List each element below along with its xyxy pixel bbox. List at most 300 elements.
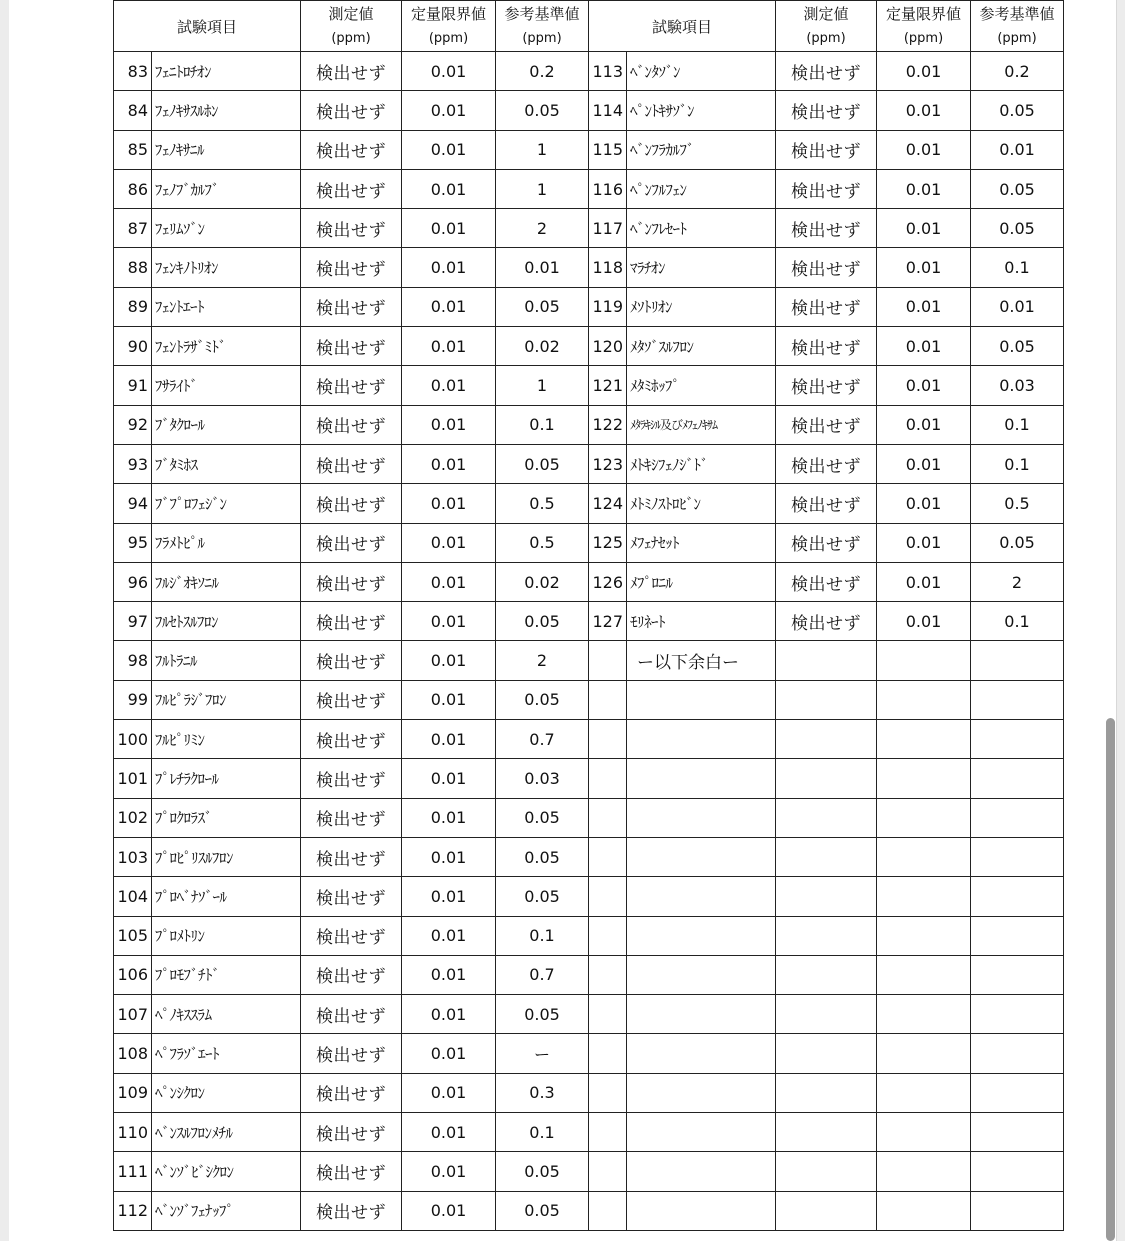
empty-cell <box>776 1034 877 1073</box>
item-number: 118 <box>589 248 627 287</box>
item-name: ﾌﾞﾌﾟﾛﾌｪｼﾞﾝ <box>152 484 301 523</box>
empty-cell <box>627 1073 776 1112</box>
measured-value: 検出せず <box>301 130 402 169</box>
measured-value: 検出せず <box>776 287 877 326</box>
item-name: ﾍﾞﾝｽﾙﾌﾛﾝﾒﾁﾙ <box>152 1113 301 1152</box>
table-row <box>114 1113 1064 1152</box>
table-row <box>114 602 1064 641</box>
measured-value: 検出せず <box>301 248 402 287</box>
reference-value: 0.7 <box>496 955 589 994</box>
item-name: ﾍﾟﾝｼｸﾛﾝ <box>152 1073 301 1112</box>
empty-cell <box>877 995 971 1034</box>
item-name: ﾌｻﾗｲﾄﾞ <box>152 366 301 405</box>
empty-cell <box>971 1191 1064 1230</box>
empty-cell <box>627 1152 776 1191</box>
table-row <box>114 837 1064 876</box>
empty-cell <box>877 1073 971 1112</box>
item-number: 88 <box>114 248 152 287</box>
measured-value: 検出せず <box>301 1191 402 1230</box>
empty-cell <box>971 955 1064 994</box>
vertical-scrollbar-thumb[interactable] <box>1106 718 1115 1241</box>
table-row <box>114 720 1064 759</box>
empty-cell <box>589 759 627 798</box>
quantitation-limit: 0.01 <box>402 837 496 876</box>
quantitation-limit: 0.01 <box>877 52 971 91</box>
empty-cell <box>971 877 1064 916</box>
quantitation-limit: 0.01 <box>877 169 971 208</box>
quantitation-limit: 0.01 <box>402 444 496 483</box>
empty-cell <box>877 1152 971 1191</box>
quantitation-limit: 0.01 <box>877 366 971 405</box>
quantitation-limit: 0.01 <box>402 1034 496 1073</box>
item-number: 92 <box>114 405 152 444</box>
table-row <box>114 327 1064 366</box>
item-name: ﾌｪﾉｷｻｽﾙﾎﾝ <box>152 91 301 130</box>
item-number: 113 <box>589 52 627 91</box>
table-row <box>114 680 1064 719</box>
table-row <box>114 1191 1064 1230</box>
item-name: ﾌﾞﾀｸﾛｰﾙ <box>152 405 301 444</box>
item-name: ﾌｪﾝﾄﾗｻﾞﾐﾄﾞ <box>152 327 301 366</box>
measured-value: 検出せず <box>301 955 402 994</box>
measured-value: 検出せず <box>776 523 877 562</box>
measured-value: 検出せず <box>301 837 402 876</box>
item-number: 107 <box>114 995 152 1034</box>
reference-value: 0.1 <box>496 1113 589 1152</box>
quantitation-limit: 0.01 <box>402 327 496 366</box>
item-name: ﾌﾟﾛｸﾛﾗｽﾞ <box>152 798 301 837</box>
quantitation-limit: 0.01 <box>402 484 496 523</box>
item-number: 125 <box>589 523 627 562</box>
quantitation-limit: 0.01 <box>402 405 496 444</box>
empty-cell <box>877 1034 971 1073</box>
reference-value: 0.02 <box>496 327 589 366</box>
item-name: ﾒﾀﾐﾎｯﾌﾟ <box>627 366 776 405</box>
measured-value: 検出せず <box>776 327 877 366</box>
table-row <box>114 91 1064 130</box>
measured-value: 検出せず <box>776 130 877 169</box>
item-name: ﾍﾞﾝﾀｿﾞﾝ <box>627 52 776 91</box>
measured-value: 検出せず <box>776 444 877 483</box>
empty-cell <box>627 955 776 994</box>
table-row <box>114 759 1064 798</box>
table-row <box>114 798 1064 837</box>
quantitation-limit: 0.01 <box>877 602 971 641</box>
empty-cell <box>877 641 971 680</box>
empty-cell <box>589 720 627 759</box>
empty-cell <box>971 1152 1064 1191</box>
empty-cell <box>877 916 971 955</box>
empty-cell <box>776 798 877 837</box>
table-row <box>114 562 1064 601</box>
item-name: ﾌﾟﾛﾍﾞﾅｿﾞｰﾙ <box>152 877 301 916</box>
empty-cell <box>776 1152 877 1191</box>
table-row <box>114 916 1064 955</box>
reference-value: 0.05 <box>496 287 589 326</box>
reference-value: 0.5 <box>496 523 589 562</box>
empty-cell <box>627 916 776 955</box>
item-name: ﾌｪﾉｷｻﾆﾙ <box>152 130 301 169</box>
table-row <box>114 1073 1064 1112</box>
item-number: 102 <box>114 798 152 837</box>
measured-value: 検出せず <box>776 169 877 208</box>
reference-value: 0.02 <box>496 562 589 601</box>
item-number: 111 <box>114 1152 152 1191</box>
item-name: ﾍﾞﾝｿﾞﾋﾞｼｸﾛﾝ <box>152 1152 301 1191</box>
reference-value: 0.05 <box>971 523 1064 562</box>
table-row <box>114 641 1064 680</box>
reference-value: 0.1 <box>971 602 1064 641</box>
empty-cell <box>627 1034 776 1073</box>
measured-value: 検出せず <box>301 641 402 680</box>
reference-value: 0.1 <box>496 916 589 955</box>
measured-value: 検出せず <box>776 366 877 405</box>
quantitation-limit: 0.01 <box>402 562 496 601</box>
empty-cell <box>971 1113 1064 1152</box>
quantitation-limit: 0.01 <box>402 995 496 1034</box>
empty-cell <box>877 720 971 759</box>
reference-value: 0.05 <box>496 1152 589 1191</box>
item-number: 124 <box>589 484 627 523</box>
empty-cell <box>971 680 1064 719</box>
item-number: 104 <box>114 877 152 916</box>
quantitation-limit: 0.01 <box>402 130 496 169</box>
reference-value: 0.1 <box>971 444 1064 483</box>
quantitation-limit: 0.01 <box>877 562 971 601</box>
item-name: ﾍﾟﾝﾌﾙﾌｪﾝ <box>627 169 776 208</box>
item-number: 112 <box>114 1191 152 1230</box>
item-number: 99 <box>114 680 152 719</box>
reference-value: 0.05 <box>496 91 589 130</box>
empty-cell <box>589 1113 627 1152</box>
item-name: ﾒﾄｷｼﾌｪﾉｼﾞﾄﾞ <box>627 444 776 483</box>
item-number: 123 <box>589 444 627 483</box>
item-name: ﾌｪﾉﾌﾞｶﾙﾌﾞ <box>152 169 301 208</box>
empty-cell <box>877 798 971 837</box>
item-name: ﾌﾟﾛﾒﾄﾘﾝ <box>152 916 301 955</box>
table-row <box>114 523 1064 562</box>
item-number: 91 <box>114 366 152 405</box>
item-name: ﾒﾀｿﾞｽﾙﾌﾛﾝ <box>627 327 776 366</box>
item-name: ﾌﾟﾛﾋﾟﾘｽﾙﾌﾛﾝ <box>152 837 301 876</box>
empty-cell <box>589 798 627 837</box>
reference-value: 0.05 <box>971 91 1064 130</box>
quantitation-limit: 0.01 <box>402 641 496 680</box>
quantitation-limit: 0.01 <box>402 1191 496 1230</box>
quantitation-limit: 0.01 <box>877 209 971 248</box>
item-name: ﾌﾙﾄﾗﾆﾙ <box>152 641 301 680</box>
quantitation-limit: 0.01 <box>877 287 971 326</box>
item-name: ﾒﾀﾗｷｼﾙ及びﾒﾌｪﾉｷｻﾑ <box>627 405 776 444</box>
empty-cell <box>627 1113 776 1152</box>
reference-value: 0.05 <box>496 837 589 876</box>
reference-value: 1 <box>496 169 589 208</box>
measured-value: 検出せず <box>301 366 402 405</box>
quantitation-limit: 0.01 <box>402 169 496 208</box>
item-number: 90 <box>114 327 152 366</box>
item-name: ﾍﾞﾝﾌﾗｶﾙﾌﾞ <box>627 130 776 169</box>
item-name: ﾌﾙﾋﾟﾘﾐﾝ <box>152 720 301 759</box>
empty-cell <box>589 916 627 955</box>
empty-cell <box>776 680 877 719</box>
measured-value: 検出せず <box>301 1034 402 1073</box>
empty-cell <box>776 877 877 916</box>
item-name: ﾓﾘﾈｰﾄ <box>627 602 776 641</box>
reference-value: 0.7 <box>496 720 589 759</box>
empty-cell <box>877 759 971 798</box>
item-name: ﾌﾟﾚﾁﾗｸﾛｰﾙ <box>152 759 301 798</box>
measured-value: 検出せず <box>301 1113 402 1152</box>
empty-cell <box>971 837 1064 876</box>
item-number: 108 <box>114 1034 152 1073</box>
table-row <box>114 484 1064 523</box>
table-row <box>114 995 1064 1034</box>
measured-value: 検出せず <box>776 562 877 601</box>
measured-value: 検出せず <box>301 169 402 208</box>
reference-value: 0.05 <box>971 209 1064 248</box>
measured-value: 検出せず <box>301 444 402 483</box>
quantitation-limit: 0.01 <box>877 405 971 444</box>
empty-cell <box>589 995 627 1034</box>
empty-cell <box>877 955 971 994</box>
measured-value: 検出せず <box>301 1152 402 1191</box>
item-name: ﾒｿﾄﾘｵﾝ <box>627 287 776 326</box>
pesticide-test-results-table <box>113 0 1064 1231</box>
measured-value: 検出せず <box>301 877 402 916</box>
table-row <box>114 1034 1064 1073</box>
item-name: ﾌﾙﾋﾟﾗｼﾞﾌﾛﾝ <box>152 680 301 719</box>
table-row <box>114 169 1064 208</box>
reference-value: 0.5 <box>496 484 589 523</box>
quantitation-limit: 0.01 <box>402 1152 496 1191</box>
reference-value: 0.05 <box>496 602 589 641</box>
empty-cell <box>589 955 627 994</box>
item-number: 87 <box>114 209 152 248</box>
item-number: 100 <box>114 720 152 759</box>
quantitation-limit: 0.01 <box>402 366 496 405</box>
item-number: 96 <box>114 562 152 601</box>
table-row <box>114 877 1064 916</box>
quantitation-limit: 0.01 <box>402 209 496 248</box>
empty-cell <box>971 1073 1064 1112</box>
quantitation-limit: 0.01 <box>402 916 496 955</box>
reference-value: 0.05 <box>971 169 1064 208</box>
table-row <box>114 955 1064 994</box>
reference-value: 0.03 <box>496 759 589 798</box>
empty-cell <box>589 680 627 719</box>
measured-value: 検出せず <box>301 91 402 130</box>
item-name: ﾒﾌｪﾅｾｯﾄ <box>627 523 776 562</box>
quantitation-limit: 0.01 <box>402 602 496 641</box>
reference-value: ー <box>496 1034 589 1073</box>
measured-value: 検出せず <box>301 916 402 955</box>
item-name: ﾌｪﾝﾄｴｰﾄ <box>152 287 301 326</box>
empty-cell <box>589 1191 627 1230</box>
empty-cell <box>776 1073 877 1112</box>
empty-cell <box>776 759 877 798</box>
quantitation-limit: 0.01 <box>402 1113 496 1152</box>
reference-value: 0.01 <box>971 287 1064 326</box>
table-row <box>114 52 1064 91</box>
empty-cell <box>776 995 877 1034</box>
quantitation-limit: 0.01 <box>402 248 496 287</box>
empty-cell <box>877 1191 971 1230</box>
quantitation-limit: 0.01 <box>402 287 496 326</box>
table-row <box>114 1152 1064 1191</box>
measured-value: 検出せず <box>301 405 402 444</box>
quantitation-limit: 0.01 <box>402 523 496 562</box>
item-number: 93 <box>114 444 152 483</box>
empty-cell <box>589 1073 627 1112</box>
reference-value: 1 <box>496 366 589 405</box>
item-number: 110 <box>114 1113 152 1152</box>
quantitation-limit: 0.01 <box>877 444 971 483</box>
measured-value: 検出せず <box>301 798 402 837</box>
table-row <box>114 130 1064 169</box>
empty-cell <box>776 955 877 994</box>
reference-value: 0.1 <box>496 405 589 444</box>
measured-value: 検出せず <box>301 287 402 326</box>
table-header-row <box>114 1 1064 52</box>
item-number: 105 <box>114 916 152 955</box>
measured-value: 検出せず <box>301 995 402 1034</box>
reference-value: 0.2 <box>496 52 589 91</box>
measured-value: 検出せず <box>301 52 402 91</box>
reference-value: 0.2 <box>971 52 1064 91</box>
reference-value: 0.03 <box>971 366 1064 405</box>
measured-value: 検出せず <box>301 680 402 719</box>
measured-value: 検出せず <box>301 720 402 759</box>
item-number: 120 <box>589 327 627 366</box>
measured-value: 検出せず <box>776 484 877 523</box>
item-name: ﾌﾙｼﾞｵｷｿﾆﾙ <box>152 562 301 601</box>
item-number: 115 <box>589 130 627 169</box>
table-row <box>114 209 1064 248</box>
item-number: 89 <box>114 287 152 326</box>
blank-below-note: ー以下余白ー <box>627 641 776 680</box>
item-name: ﾍﾟﾌﾗｿﾞｴｰﾄ <box>152 1034 301 1073</box>
empty-cell <box>877 837 971 876</box>
item-number: 127 <box>589 602 627 641</box>
reference-value: 1 <box>496 130 589 169</box>
empty-cell <box>971 798 1064 837</box>
empty-cell <box>627 995 776 1034</box>
header-reference-right: 参考基準値 (ppm) <box>971 1 1064 52</box>
measured-value: 検出せず <box>301 523 402 562</box>
measured-value: 検出せず <box>776 248 877 287</box>
empty-cell <box>776 641 877 680</box>
empty-cell <box>627 680 776 719</box>
empty-cell <box>776 1113 877 1152</box>
measured-value: 検出せず <box>776 52 877 91</box>
measured-value: 検出せず <box>776 209 877 248</box>
empty-cell <box>776 720 877 759</box>
reference-value: 0.01 <box>496 248 589 287</box>
quantitation-limit: 0.01 <box>402 1073 496 1112</box>
empty-cell <box>776 1191 877 1230</box>
item-name: ﾒﾌﾟﾛﾆﾙ <box>627 562 776 601</box>
reference-value: 0.1 <box>971 405 1064 444</box>
reference-value: 0.01 <box>971 130 1064 169</box>
empty-cell <box>589 877 627 916</box>
header-test-item-right: 試験項目 <box>589 1 776 52</box>
empty-cell <box>971 720 1064 759</box>
item-name: ﾍﾞﾝｿﾞﾌｪﾅｯﾌﾟ <box>152 1191 301 1230</box>
quantitation-limit: 0.01 <box>402 720 496 759</box>
empty-cell <box>627 798 776 837</box>
item-number: 84 <box>114 91 152 130</box>
item-number: 85 <box>114 130 152 169</box>
measured-value: 検出せず <box>776 91 877 130</box>
empty-cell <box>589 1034 627 1073</box>
measured-value: 検出せず <box>301 209 402 248</box>
item-number: 83 <box>114 52 152 91</box>
reference-value: 0.05 <box>496 1191 589 1230</box>
item-name: ﾍﾞﾝﾌﾚｾｰﾄ <box>627 209 776 248</box>
empty-cell <box>589 641 627 680</box>
item-number: 121 <box>589 366 627 405</box>
item-number: 106 <box>114 955 152 994</box>
reference-value: 0.05 <box>971 327 1064 366</box>
header-test-item-left: 試験項目 <box>114 1 301 52</box>
measured-value: 検出せず <box>301 602 402 641</box>
page-edge-divider <box>1116 0 1117 1241</box>
item-name: ﾍﾟﾝﾄｷｻｿﾞﾝ <box>627 91 776 130</box>
quantitation-limit: 0.01 <box>877 523 971 562</box>
reference-value: 0.05 <box>496 444 589 483</box>
item-number: 117 <box>589 209 627 248</box>
empty-cell <box>589 837 627 876</box>
item-number: 101 <box>114 759 152 798</box>
item-number: 97 <box>114 602 152 641</box>
item-number: 94 <box>114 484 152 523</box>
item-name: ﾌﾟﾛﾓﾌﾞﾁﾄﾞ <box>152 955 301 994</box>
item-name: ﾌﾗﾒﾄﾋﾟﾙ <box>152 523 301 562</box>
quantitation-limit: 0.01 <box>877 327 971 366</box>
item-name: ﾌｪﾝｷﾉﾄﾘｵﾝ <box>152 248 301 287</box>
table-row <box>114 287 1064 326</box>
item-number: 119 <box>589 287 627 326</box>
quantitation-limit: 0.01 <box>402 798 496 837</box>
empty-cell <box>776 916 877 955</box>
quantitation-limit: 0.01 <box>402 955 496 994</box>
reference-value: 0.1 <box>971 248 1064 287</box>
measured-value: 検出せず <box>301 484 402 523</box>
item-number: 103 <box>114 837 152 876</box>
table-row <box>114 405 1064 444</box>
header-reference-left: 参考基準値 (ppm) <box>496 1 589 52</box>
item-name: ﾒﾄﾐﾉｽﾄﾛﾋﾞﾝ <box>627 484 776 523</box>
header-measured-left: 測定値 (ppm) <box>301 1 402 52</box>
quantitation-limit: 0.01 <box>402 680 496 719</box>
item-name: ﾌﾞﾀﾐﾎｽ <box>152 444 301 483</box>
measured-value: 検出せず <box>776 602 877 641</box>
quantitation-limit: 0.01 <box>877 248 971 287</box>
item-name: ﾍﾟﾉｷｽｽﾗﾑ <box>152 995 301 1034</box>
empty-cell <box>627 877 776 916</box>
reference-value: 2 <box>496 209 589 248</box>
reference-value: 2 <box>971 562 1064 601</box>
quantitation-limit: 0.01 <box>402 52 496 91</box>
empty-cell <box>877 680 971 719</box>
reference-value: 2 <box>496 641 589 680</box>
reference-value: 0.05 <box>496 680 589 719</box>
quantitation-limit: 0.01 <box>877 484 971 523</box>
empty-cell <box>877 877 971 916</box>
item-name: ﾌﾙｾﾄｽﾙﾌﾛﾝ <box>152 602 301 641</box>
reference-value: 0.05 <box>496 877 589 916</box>
reference-value: 0.05 <box>496 995 589 1034</box>
